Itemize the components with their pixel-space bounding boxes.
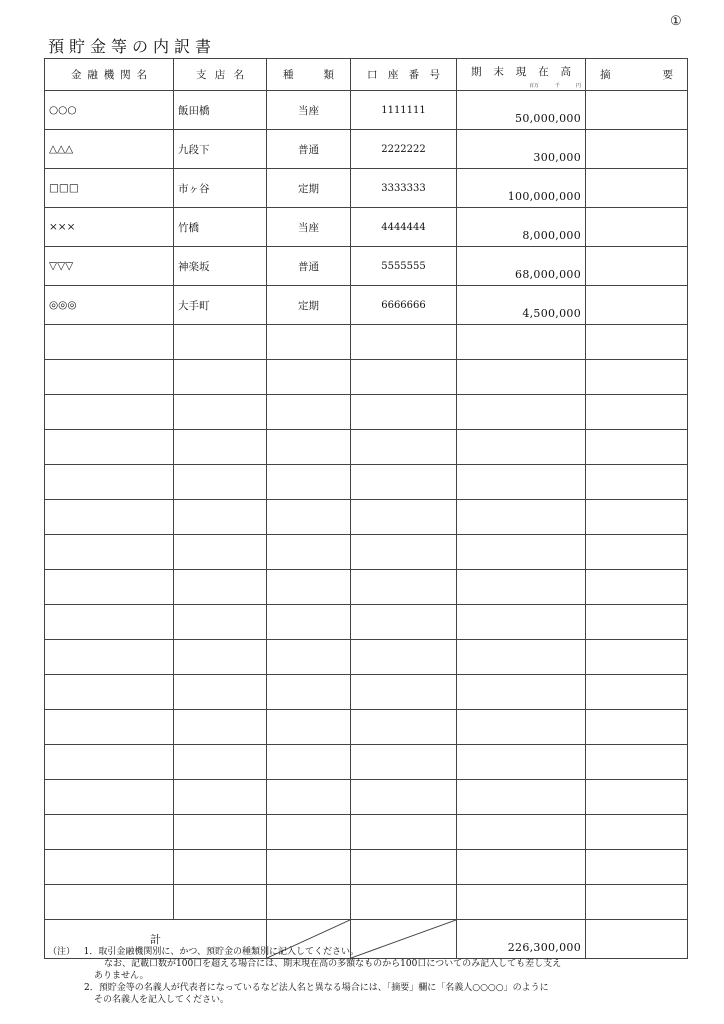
remarks-cell: [586, 247, 688, 286]
remarks-cell: [586, 675, 688, 710]
remarks-cell: [586, 710, 688, 745]
remarks-cell: [586, 169, 688, 208]
empty-row: [45, 535, 688, 570]
note-1-text: 1．取引金融機関別に、かつ、預貯金の種類別に記入してください。: [83, 947, 359, 957]
header-char: 融: [87, 69, 98, 81]
account-type-cell: [267, 570, 351, 605]
branch-name-cell: 九段下: [174, 130, 267, 169]
account-number-cell: 3333333: [351, 169, 457, 208]
empty-row: [45, 710, 688, 745]
account-number-cell: 5555555: [351, 247, 457, 286]
header-char: 名: [233, 69, 244, 81]
header-char: 円: [575, 83, 581, 89]
account-type-cell: [267, 535, 351, 570]
empty-row: [45, 500, 688, 535]
remarks-cell: [586, 395, 688, 430]
header-char: 関: [120, 69, 131, 81]
closing-balance-cell: [457, 395, 586, 430]
closing-balance-cell: 50,000,000: [457, 91, 586, 130]
header-char: 名: [136, 69, 147, 81]
branch-name-cell: 神楽坂: [174, 247, 267, 286]
account-number-cell: 4444444: [351, 208, 457, 247]
branch-name-cell: [174, 745, 267, 780]
branch-name-cell: 市ヶ谷: [174, 169, 267, 208]
account-type-cell: 普通: [267, 247, 351, 286]
empty-row: [45, 605, 688, 640]
remarks-cell: [586, 745, 688, 780]
account-type-cell: 当座: [267, 208, 351, 247]
account-number-cell: [351, 325, 457, 360]
empty-row: [45, 570, 688, 605]
account-type-cell: [267, 745, 351, 780]
header-closing-balance: [457, 59, 586, 91]
branch-name-cell: 大手町: [174, 286, 267, 325]
account-type-cell: 定期: [267, 169, 351, 208]
branch-name-cell: [174, 570, 267, 605]
remarks-cell: [586, 360, 688, 395]
account-number-cell: [351, 500, 457, 535]
bank-name-cell: [45, 780, 174, 815]
account-type-cell: [267, 605, 351, 640]
account-number-cell: [351, 745, 457, 780]
bank-name-cell: [45, 395, 174, 430]
empty-row: [45, 675, 688, 710]
header-char: 摘: [600, 69, 611, 81]
closing-balance-cell: 68,000,000: [457, 247, 586, 286]
account-type-cell: [267, 500, 351, 535]
bank-name-cell: [45, 325, 174, 360]
account-type-cell: [267, 675, 351, 710]
empty-row: [45, 465, 688, 500]
branch-name-cell: [174, 465, 267, 500]
account-number-cell: [351, 465, 457, 500]
account-number-cell: [351, 780, 457, 815]
header-bank-name: [45, 59, 174, 91]
bank-name-cell: [45, 640, 174, 675]
table-row: [45, 247, 688, 286]
account-number-cell: [351, 815, 457, 850]
closing-balance-cell: 4,500,000: [457, 286, 586, 325]
account-number-cell: 1111111: [351, 91, 457, 130]
account-type-cell: [267, 395, 351, 430]
bank-name-cell: ○○○: [45, 91, 174, 130]
account-number-cell: [351, 640, 457, 675]
remarks-cell: [586, 815, 688, 850]
branch-name-cell: [174, 605, 267, 640]
balance-unit-marks: [529, 82, 581, 89]
account-number-cell: [351, 710, 457, 745]
header-char: 要: [662, 69, 673, 81]
closing-balance-cell: [457, 640, 586, 675]
empty-row: [45, 745, 688, 780]
closing-balance-cell: [457, 430, 586, 465]
bank-name-cell: [45, 710, 174, 745]
empty-row: [45, 325, 688, 360]
bank-name-cell: [45, 745, 174, 780]
header-char: 店: [214, 69, 226, 81]
empty-row: [45, 850, 688, 885]
empty-row: [45, 395, 688, 430]
remarks-cell: [586, 640, 688, 675]
header-char: 現: [515, 66, 527, 78]
document-title: 預貯金等の内訳書: [48, 37, 217, 56]
table-row: [45, 169, 688, 208]
note-1-continuation-2: ありません。: [94, 971, 149, 981]
account-number-cell: [351, 850, 457, 885]
account-number-cell: [351, 570, 457, 605]
closing-balance-cell: [457, 850, 586, 885]
header-account-type: [267, 59, 351, 91]
account-type-cell: [267, 430, 351, 465]
closing-balance-cell: [457, 675, 586, 710]
notes-section: [48, 946, 678, 1006]
account-type-cell: 当座: [267, 91, 351, 130]
deposit-ledger-table: [44, 58, 688, 959]
account-type-cell: 定期: [267, 286, 351, 325]
remarks-cell: [586, 500, 688, 535]
remarks-cell: [586, 535, 688, 570]
closing-balance-cell: 100,000,000: [457, 169, 586, 208]
header-char: 期: [471, 66, 482, 78]
header-char: 末: [493, 66, 504, 78]
header-char: 号: [429, 69, 440, 81]
closing-balance-cell: [457, 885, 586, 920]
closing-balance-cell: [457, 780, 586, 815]
empty-row: [45, 885, 688, 920]
account-type-cell: [267, 815, 351, 850]
branch-name-cell: [174, 535, 267, 570]
remarks-cell: [586, 430, 688, 465]
total-label: 計: [45, 920, 267, 959]
bank-name-cell: ×××: [45, 208, 174, 247]
empty-row: [45, 360, 688, 395]
branch-name-cell: [174, 360, 267, 395]
bank-name-cell: [45, 570, 174, 605]
closing-balance-cell: [457, 465, 586, 500]
header-branch-name: [174, 59, 267, 91]
page-number: ①: [670, 14, 682, 29]
header-account-number: [351, 59, 457, 91]
closing-balance-cell: [457, 710, 586, 745]
table-row: [45, 91, 688, 130]
remarks-cell: [586, 91, 688, 130]
header-char: 在: [538, 66, 549, 78]
bank-name-cell: [45, 360, 174, 395]
account-type-cell: [267, 850, 351, 885]
branch-name-cell: [174, 500, 267, 535]
header-row: [45, 59, 688, 91]
bank-name-cell: ◎◎◎: [45, 286, 174, 325]
branch-name-cell: [174, 395, 267, 430]
bank-name-cell: [45, 815, 174, 850]
bank-name-cell: [45, 430, 174, 465]
header-remarks: [586, 59, 688, 91]
bank-name-cell: □□□: [45, 169, 174, 208]
branch-name-cell: [174, 640, 267, 675]
header-char: 金: [71, 69, 82, 81]
header-char: 座: [387, 69, 399, 81]
bank-name-cell: [45, 885, 174, 920]
account-number-cell: [351, 430, 457, 465]
header-char: 機: [103, 69, 115, 81]
header-char: 口: [367, 69, 378, 81]
empty-row: [45, 430, 688, 465]
header-char: 類: [323, 69, 334, 81]
note-1: [48, 946, 678, 958]
empty-row: [45, 815, 688, 850]
remarks-cell: [586, 325, 688, 360]
account-type-cell: [267, 325, 351, 360]
account-type-cell: [267, 710, 351, 745]
closing-balance-cell: [457, 745, 586, 780]
remarks-cell: [586, 465, 688, 500]
table-row: [45, 286, 688, 325]
closing-balance-cell: 300,000: [457, 130, 586, 169]
empty-row: [45, 640, 688, 675]
remarks-cell: [586, 850, 688, 885]
closing-balance-cell: [457, 535, 586, 570]
branch-name-cell: [174, 325, 267, 360]
header-char: 種: [283, 69, 294, 81]
account-number-cell: [351, 535, 457, 570]
bank-name-cell: [45, 675, 174, 710]
closing-balance-cell: 8,000,000: [457, 208, 586, 247]
note-1-continuation: なお、記載口数が100口を超える場合には、期末現在高の多額なものから100口についてのみ記入しても差し支え: [104, 959, 562, 969]
header-char: 百万: [528, 83, 539, 89]
closing-balance-cell: [457, 500, 586, 535]
account-number-cell: [351, 360, 457, 395]
branch-name-cell: [174, 675, 267, 710]
account-type-cell: [267, 885, 351, 920]
remarks-cell: [586, 780, 688, 815]
total-balance: 226,300,000: [457, 920, 586, 959]
bank-name-cell: [45, 850, 174, 885]
account-number-cell: [351, 675, 457, 710]
branch-name-cell: 飯田橋: [174, 91, 267, 130]
bank-name-cell: [45, 500, 174, 535]
remarks-cell: [586, 605, 688, 640]
header-char: 支: [196, 69, 207, 81]
account-type-cell: [267, 465, 351, 500]
bank-name-cell: [45, 465, 174, 500]
closing-balance-cell: [457, 605, 586, 640]
account-number-cell: 2222222: [351, 130, 457, 169]
branch-name-cell: [174, 780, 267, 815]
account-type-cell: [267, 360, 351, 395]
bank-name-cell: ▽▽▽: [45, 247, 174, 286]
header-char: 高: [560, 66, 571, 78]
account-type-cell: [267, 640, 351, 675]
remarks-cell: [586, 570, 688, 605]
remarks-cell: [586, 208, 688, 247]
bank-name-cell: [45, 535, 174, 570]
branch-name-cell: [174, 815, 267, 850]
account-number-cell: [351, 605, 457, 640]
remarks-cell: [586, 885, 688, 920]
closing-balance-cell: [457, 360, 586, 395]
remarks-cell: [586, 286, 688, 325]
note-prefix: （注）: [48, 947, 76, 957]
branch-name-cell: [174, 850, 267, 885]
account-number-cell: 6666666: [351, 286, 457, 325]
bank-name-cell: △△△: [45, 130, 174, 169]
account-number-cell: [351, 395, 457, 430]
empty-row: [45, 780, 688, 815]
note-2-continuation: その名義人を記入してください。: [94, 995, 230, 1005]
account-type-cell: [267, 780, 351, 815]
table-row: [45, 208, 688, 247]
account-type-cell: 普通: [267, 130, 351, 169]
branch-name-cell: 竹橋: [174, 208, 267, 247]
branch-name-cell: [174, 885, 267, 920]
closing-balance-cell: [457, 325, 586, 360]
header-char: 番: [408, 69, 420, 81]
table-row: [45, 130, 688, 169]
account-number-cell: [351, 885, 457, 920]
branch-name-cell: [174, 710, 267, 745]
header-char: 千: [554, 83, 560, 89]
note-2: 2．預貯金等の名義人が代表者になっているなど法人名と異なる場合には、「摘要」欄に「名義人○○○○」のように: [84, 983, 549, 993]
branch-name-cell: [174, 430, 267, 465]
closing-balance-cell: [457, 815, 586, 850]
closing-balance-cell: [457, 570, 586, 605]
bank-name-cell: [45, 605, 174, 640]
remarks-cell: [586, 130, 688, 169]
